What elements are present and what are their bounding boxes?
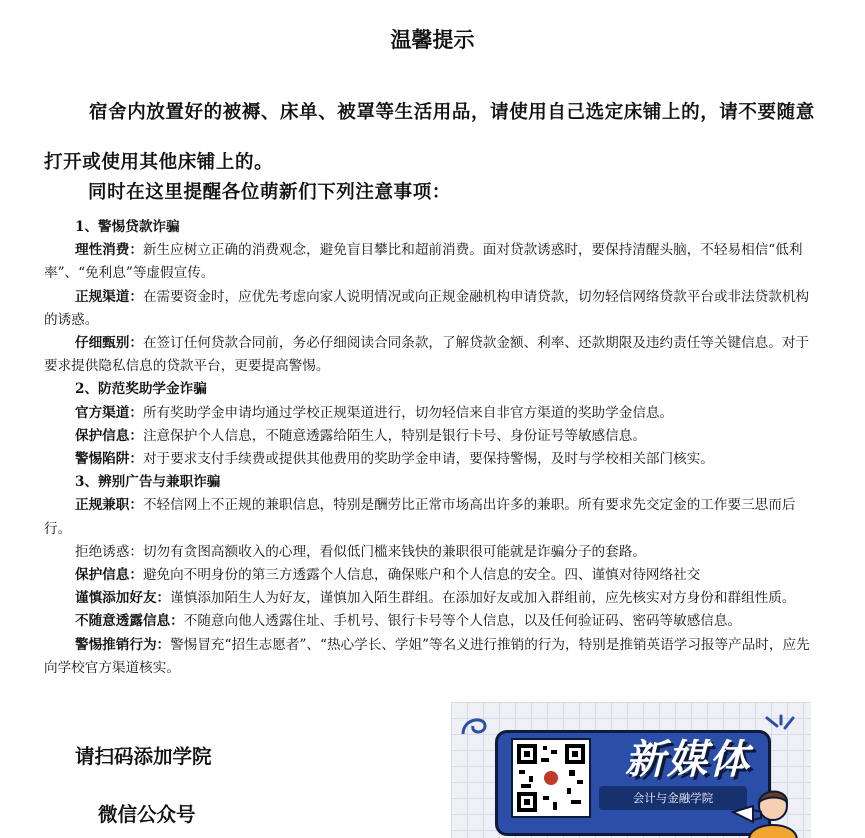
- item-label: 警惕推销行为：: [75, 636, 171, 653]
- item-text: 注意保护个人信息，不随意透露给陌生人，特别是银行卡号、身份证号等敏感信息。: [142, 427, 646, 444]
- notice-item: [44, 610, 816, 633]
- notice-item: [44, 425, 816, 448]
- spiral-deco-icon: [459, 712, 493, 742]
- cartoon-person-icon: [731, 776, 811, 838]
- item-label: 正规渠道：: [75, 288, 143, 305]
- item-text: 避免向不明身份的第三方透露个人信息，确保账户和个人信息的安全。四、谨慎对待网络社交: [142, 567, 701, 584]
- notice-item: [44, 402, 816, 425]
- item-text: 拒绝诱惑：切勿有贪图高额收入的心理，看似低门槛来钱快的兼职很可能就是诈骗分子的套路。: [75, 543, 646, 560]
- item-label: 警惕陷阱：: [75, 451, 143, 468]
- notice-item: [44, 564, 816, 587]
- item-text: 在需要资金时，应优先考虑向家人说明情况或向正规金融机构申请贷款，切勿轻信网络贷款平台或非法贷款机构的诱惑。: [44, 288, 810, 328]
- notice-item: [44, 541, 816, 564]
- notice-item: [44, 448, 816, 471]
- item-label: 保护信息：: [75, 427, 143, 444]
- item-text: 在签订任何贷款合同前，务必仔细阅读合同条款，了解贷款金额、利率、还款期限及违约责任等关键信息。对于要求提供隐私信息的贷款平台，更要提高警惕。: [44, 335, 810, 375]
- scan-prompt-account: 微信公众号: [98, 803, 196, 826]
- item-label: 官方渠道：: [75, 404, 143, 421]
- item-label: 仔细甄别：: [75, 335, 143, 352]
- notice-item: [44, 332, 816, 378]
- item-text: 警惕冒充“招生志愿者”、“热心学长、学姐”等名义进行推销的行为，特别是推销英语学习报等产品时，应先向学校官方渠道核实。: [44, 636, 810, 676]
- intro-note: 同时在这里提醒各位萌新们下列注意事项：: [88, 182, 451, 203]
- notice-item: [44, 286, 816, 332]
- item-label: 理性消费：: [75, 242, 143, 259]
- scan-prompt: 请扫码添加学院: [75, 745, 212, 768]
- section-heading: 3、辨别广告与兼职诈骗: [75, 474, 221, 491]
- notice-item: [44, 587, 816, 610]
- banner-subtitle: 会计与金融学院: [632, 791, 714, 805]
- item-label: 正规兼职：: [75, 497, 143, 514]
- new-media-banner: [451, 702, 811, 838]
- notice-item: [44, 494, 816, 540]
- section-heading: 1、警惕贷款诈骗: [75, 219, 180, 235]
- item-text: 不轻信网上不正规的兼职信息，特别是酬劳比正常市场高出许多的兼职。所有要求先交定金的工作要三思而后行。: [44, 497, 796, 537]
- item-text: 不随意向他人透露住址、手机号、银行卡号等个人信息，以及任何验证码、密码等敏感信息。: [183, 613, 742, 630]
- notice-item: [44, 239, 816, 285]
- item-text: 对于要求支付手续费或提供其他费用的奖助学金申请，要保持警惕，及时与学校相关部门核实。: [142, 451, 714, 468]
- item-label: 不随意透露信息：: [75, 613, 184, 630]
- item-text: 所有奖助学金申请均通过学校正规渠道进行，切勿轻信来自非官方渠道的奖助学金信息。: [142, 404, 674, 421]
- notice-item: [44, 634, 816, 680]
- item-label: 保护信息：: [75, 567, 143, 584]
- banner-title: 新媒体: [625, 737, 751, 783]
- qr-code-icon: [511, 738, 591, 818]
- item-label: 谨慎添加好友：: [75, 590, 171, 607]
- item-text: 新生应树立正确的消费观念，避免盲目攀比和超前消费。面对贷款诱惑时，要保持清醒头脑，不轻易相信“低利率”、“免利息”等虚假宣传。: [44, 242, 803, 282]
- page-title: 温馨提示: [390, 28, 475, 52]
- intro-paragraph: 宿舍内放置好的被褥、床单、被罩等生活用品，请使用自己选定床铺上的，请不要随意打开或使用其他床铺上的。: [44, 102, 815, 173]
- item-text: 谨慎添加陌生人为好友，谨慎加入陌生群组。在添加好友或加入群组前，应先核实对方身份和群组性质。: [170, 590, 796, 607]
- section-heading: 2、防范奖助学金诈骗: [75, 381, 207, 398]
- notice-body: [44, 216, 816, 680]
